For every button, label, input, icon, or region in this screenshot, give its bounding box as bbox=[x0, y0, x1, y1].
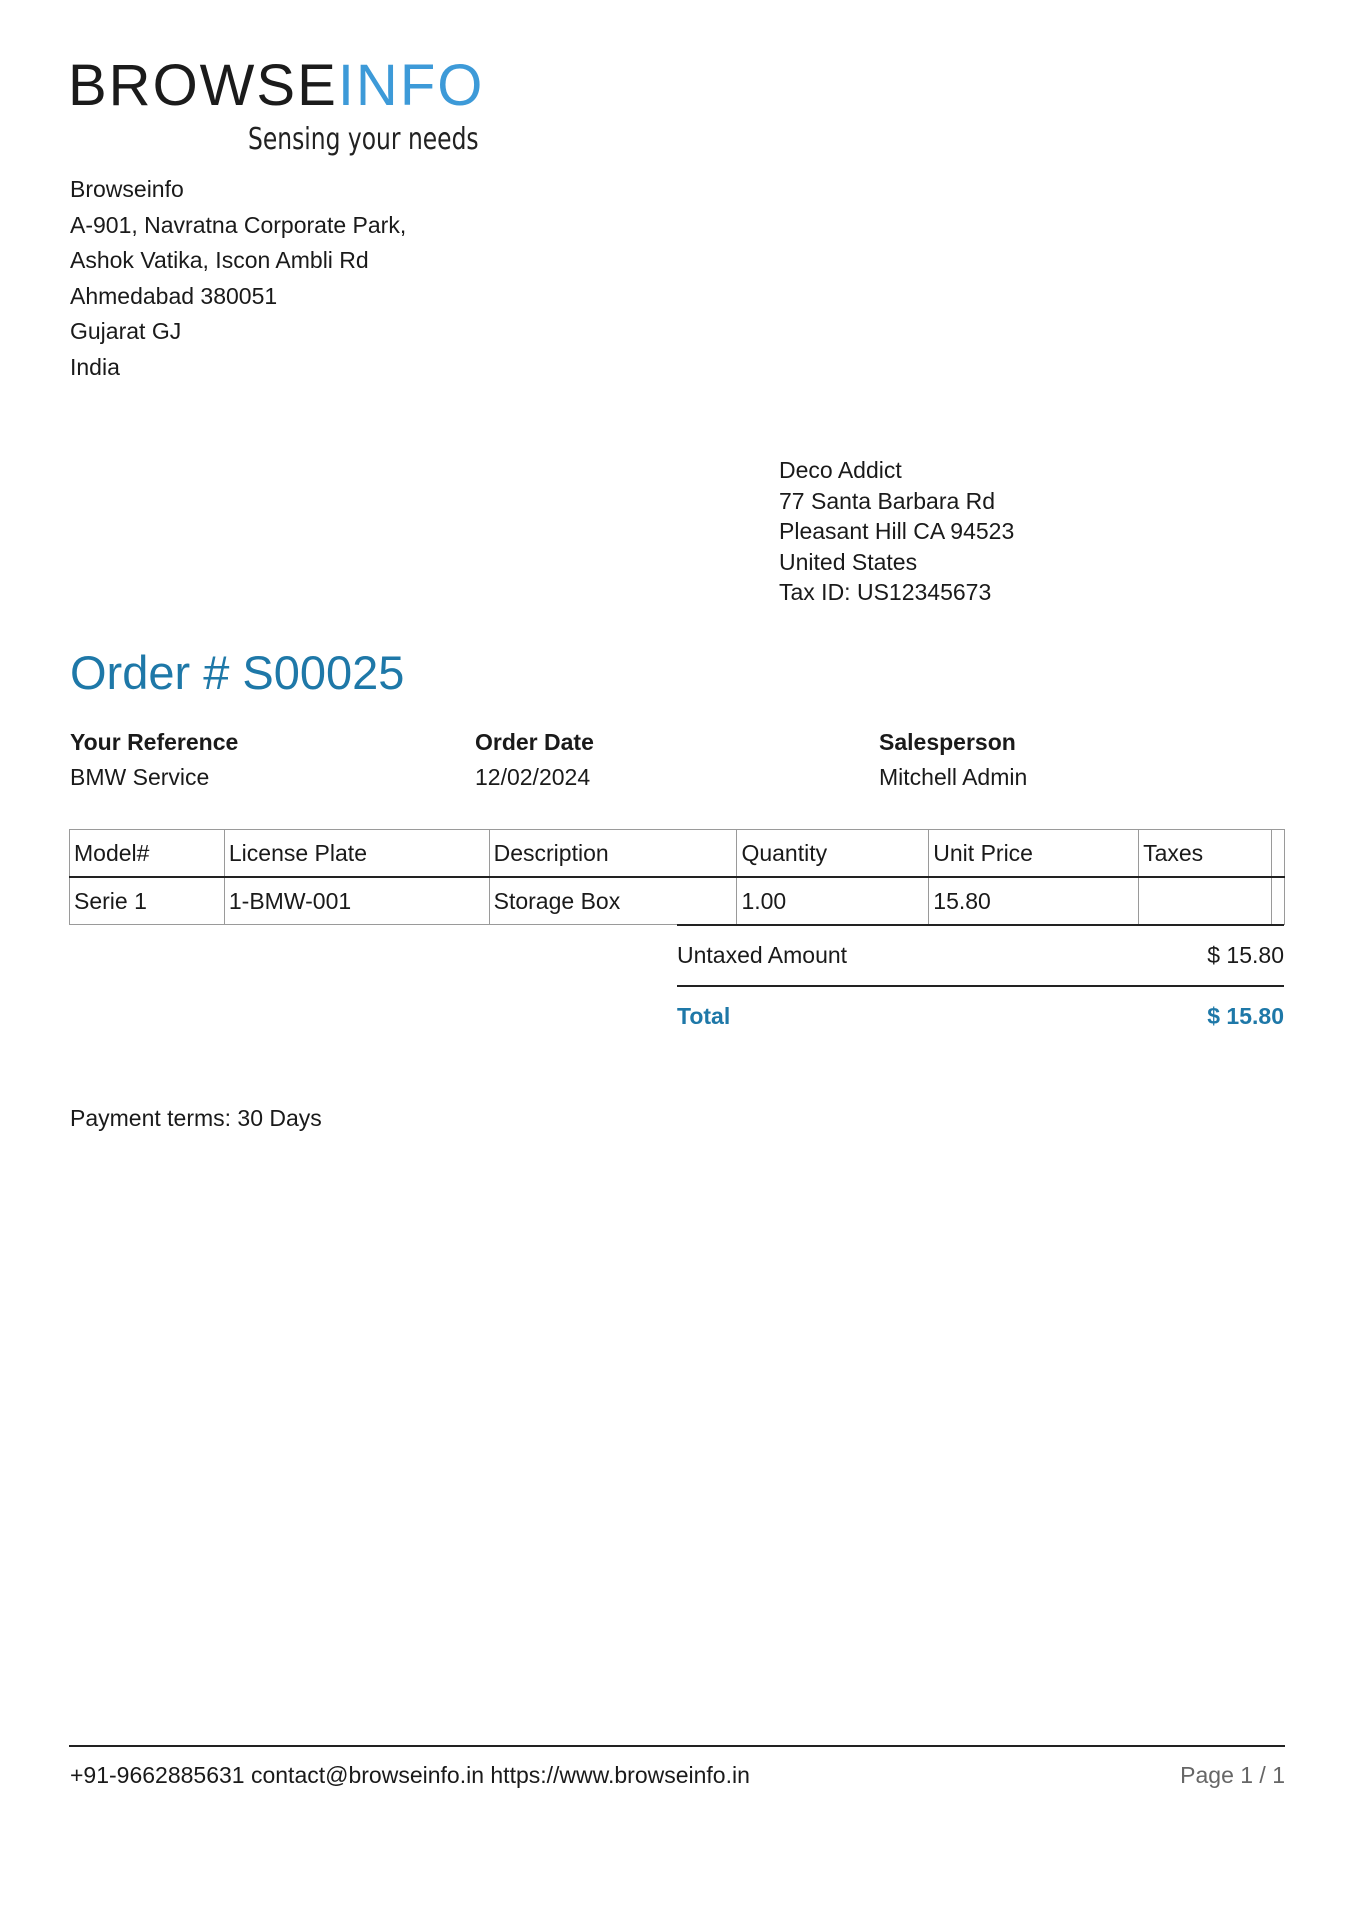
cell-quantity: 1.00 bbox=[737, 877, 929, 925]
column-header: Model# bbox=[70, 830, 225, 878]
logo-wordmark-blue: INFO bbox=[337, 53, 485, 118]
column-header bbox=[1271, 830, 1284, 878]
customer-tax-id: Tax ID: US12345673 bbox=[779, 579, 992, 605]
company-address bbox=[70, 172, 406, 385]
footer-page-number: Page 1 / 1 bbox=[1180, 1762, 1285, 1788]
logo-wordmark-dark: BROWSE bbox=[68, 53, 338, 118]
customer-street: 77 Santa Barbara Rd bbox=[779, 487, 996, 514]
total-row bbox=[677, 987, 1284, 1045]
cell-extra bbox=[1271, 877, 1284, 925]
info-order-date bbox=[475, 725, 594, 795]
customer-city-zip: Pleasant Hill CA 94523 bbox=[779, 518, 1015, 544]
untaxed-row bbox=[677, 925, 1284, 987]
table-header-row bbox=[70, 830, 1285, 878]
info-reference bbox=[70, 725, 238, 795]
logo-tagline: Sensing your needs bbox=[248, 122, 479, 157]
column-header: Quantity bbox=[737, 830, 929, 878]
company-city-zip: Ahmedabad 380051 bbox=[70, 282, 278, 309]
cell-license-plate: 1-BMW-001 bbox=[224, 877, 489, 925]
order-date-value: 12/02/2024 bbox=[475, 764, 591, 790]
footer-contact: +91-9662885631 contact@browseinfo.in https://www.browseinfo.in bbox=[70, 1762, 750, 1788]
cell-description: Storage Box bbox=[489, 877, 737, 925]
customer-name: Deco Addict bbox=[779, 457, 902, 483]
company-name: Browseinfo bbox=[70, 176, 184, 202]
totals-block bbox=[677, 925, 1284, 1045]
company-state: Gujarat GJ bbox=[70, 318, 182, 344]
untaxed-label: Untaxed Amount bbox=[677, 941, 848, 968]
total-label: Total bbox=[677, 1002, 731, 1029]
payment-terms: Payment terms: 30 Days bbox=[70, 1105, 322, 1131]
order-lines-table bbox=[69, 829, 1285, 925]
total-value: $ 15.80 bbox=[1207, 1002, 1284, 1029]
company-logo bbox=[68, 53, 485, 157]
customer-country: United States bbox=[779, 548, 918, 575]
cell-taxes bbox=[1139, 877, 1272, 925]
reference-value: BMW Service bbox=[70, 764, 210, 790]
info-salesperson bbox=[879, 725, 1027, 795]
order-date-label: Order Date bbox=[475, 729, 594, 755]
column-header: Taxes bbox=[1139, 830, 1272, 878]
column-header: Unit Price bbox=[929, 830, 1139, 878]
reference-label: Your Reference bbox=[70, 729, 239, 755]
untaxed-value: $ 15.80 bbox=[1207, 941, 1284, 968]
salesperson-label: Salesperson bbox=[879, 729, 1016, 755]
order-title: Order # S00025 bbox=[70, 646, 405, 699]
footer-divider bbox=[69, 1745, 1285, 1747]
column-header: License Plate bbox=[224, 830, 489, 878]
cell-unit-price: 15.80 bbox=[929, 877, 1139, 925]
company-country: India bbox=[70, 353, 120, 380]
company-address-line2: Ashok Vatika, Iscon Ambli Rd bbox=[70, 247, 369, 273]
customer-address bbox=[779, 455, 1014, 608]
company-address-line1: A-901, Navratna Corporate Park, bbox=[70, 211, 407, 238]
salesperson-value: Mitchell Admin bbox=[879, 764, 1028, 790]
table-row bbox=[70, 877, 1285, 925]
logo-wordmark bbox=[68, 53, 485, 118]
column-header: Description bbox=[489, 830, 737, 878]
cell-model: Serie 1 bbox=[70, 877, 225, 925]
